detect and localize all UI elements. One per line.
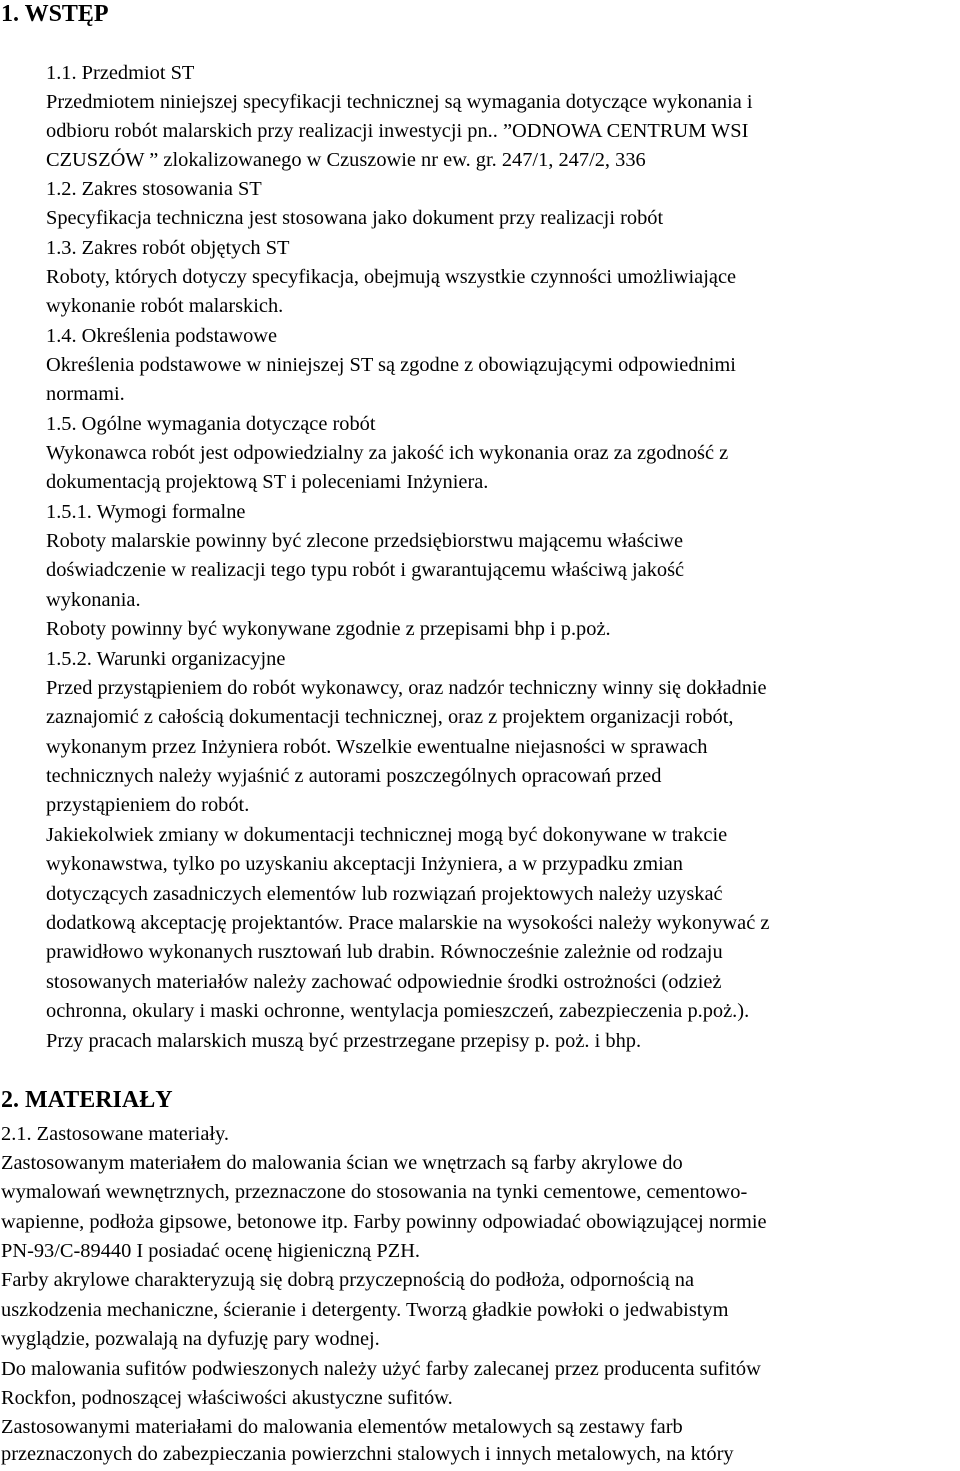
paragraph-line: Przedmiotem niniejszej specyfikacji technicznej są wymagania dotyczące wykonania i	[46, 91, 753, 113]
paragraph-line: Przed przystąpieniem do robót wykonawcy, oraz nadzór techniczny winny się dokładnie	[46, 677, 767, 699]
subsection-title-1-5-2: 1.5.2. Warunki organizacyjne	[46, 648, 286, 670]
paragraph-line: odbioru robót malarskich przy realizacji inwestycji pn.. ”ODNOWA CENTRUM WSI	[46, 120, 749, 142]
paragraph-line: CZUSZÓW ” zlokalizowanego w Czuszowie nr ew. gr. 247/1, 247/2, 336	[46, 149, 646, 171]
paragraph-line: Roboty malarskie powinny być zlecone przedsiębiorstwu mającemu właściwe	[46, 530, 684, 552]
paragraph-line: Przy pracach malarskich muszą być przestrzegane przepisy p. poż. i bhp.	[46, 1030, 642, 1052]
paragraph-line: Określenia podstawowe w niniejszej ST są zgodne z obowiązującymi odpowiednimi	[46, 354, 736, 376]
section-heading-1: 1. WSTĘP	[1, 1, 109, 27]
paragraph-line: prawidłowo wykonanych rusztowań lub drabin. Równocześnie zależnie od rodzaju	[46, 941, 723, 963]
paragraph-line: ochronna, okulary i maski ochronne, wentylacja pomieszczeń, zabezpieczenia p.poż.).	[46, 1000, 750, 1022]
paragraph-line: technicznych należy wyjaśnić z autorami poszczególnych opracowań przed	[46, 765, 662, 787]
paragraph-line: Wykonawca robót jest odpowiedzialny za jakość ich wykonania oraz za zgodność z	[46, 442, 729, 464]
subsection-title-1-4: 1.4. Określenia podstawowe	[46, 325, 278, 347]
subsection-title-1-5-1: 1.5.1. Wymogi formalne	[46, 501, 246, 523]
paragraph-line: stosowanych materiałów należy zachować odpowiednie środki ostrożności (odzież	[46, 971, 722, 993]
paragraph-line: doświadczenie w realizacji tego typu robót i gwarantującemu właściwą jakość	[46, 559, 685, 581]
subsection-title-2-1: 2.1. Zastosowane materiały.	[1, 1123, 230, 1145]
paragraph-line: Rockfon, podnoszącej właściwości akustyczne sufitów.	[1, 1387, 453, 1409]
subsection-title-1-5: 1.5. Ogólne wymagania dotyczące robót	[46, 413, 376, 435]
paragraph-line: Roboty powinny być wykonywane zgodnie z przepisami bhp i p.poż.	[46, 618, 611, 640]
paragraph-line: Farby akrylowe charakteryzują się dobrą przyczepnością do podłoża, odpornością na	[1, 1269, 695, 1291]
paragraph-line: Do malowania sufitów podwieszonych należy użyć farby zalecanej przez producenta sufitów	[1, 1358, 761, 1380]
paragraph-line: wapienne, podłoża gipsowe, betonowe itp. Farby powinny odpowiadać obowiązującej normie	[1, 1211, 767, 1233]
section-heading-2: 2. MATERIAŁY	[1, 1087, 173, 1113]
paragraph-line: zaznajomić z całością dokumentacji technicznej, oraz z projektem organizacji robót,	[46, 706, 734, 728]
paragraph-line: wykonawstwa, tylko po uzyskaniu akceptacji Inżyniera, a w przypadku zmian	[46, 853, 683, 875]
subsection-title-1-1: 1.1. Przedmiot ST	[46, 62, 195, 84]
paragraph-line: dotyczących zasadniczych elementów lub rozwiązań projektowych należy uzyskać	[46, 883, 723, 905]
paragraph-line: wykonanie robót malarskich.	[46, 295, 284, 317]
paragraph-line: uszkodzenia mechaniczne, ścieranie i detergenty. Tworzą gładkie powłoki o jedwabistym	[1, 1299, 729, 1321]
paragraph-line: Zastosowanymi materiałami do malowania elementów metalowych są zestawy farb	[1, 1416, 683, 1438]
paragraph-line: Specyfikacja techniczna jest stosowana jako dokument przy realizacji robót	[46, 207, 664, 229]
paragraph-line: przystąpieniem do robót.	[46, 794, 250, 816]
paragraph-line: Jakiekolwiek zmiany w dokumentacji technicznej mogą być dokonywane w trakcie	[46, 824, 728, 846]
paragraph-line: dodatkową akceptację projektantów. Prace malarskie na wysokości należy wykonywać z	[46, 912, 770, 934]
paragraph-line: wyglądzie, pozwalają na dyfuzję pary wodnej.	[1, 1328, 380, 1350]
paragraph-line: dokumentacją projektową ST i poleceniami Inżyniera.	[46, 471, 489, 493]
paragraph-line: wykonania.	[46, 589, 141, 611]
paragraph-line: PN-93/C-89440 I posiadać ocenę higieniczną PZH.	[1, 1240, 421, 1262]
paragraph-line: wymalowań wewnętrznych, przeznaczone do stosowania na tynki cementowe, cementowo-	[1, 1181, 748, 1203]
paragraph-line: przeznaczonych do zabezpieczania powierzchni stalowych i innych metalowych, na który	[1, 1443, 734, 1465]
subsection-title-1-3: 1.3. Zakres robót objętych ST	[46, 237, 290, 259]
paragraph-line: Roboty, których dotyczy specyfikacja, obejmują wszystkie czynności umożliwiające	[46, 266, 737, 288]
subsection-title-1-2: 1.2. Zakres stosowania ST	[46, 178, 262, 200]
paragraph-line: Zastosowanym materiałem do malowania ścian we wnętrzach są farby akrylowe do	[1, 1152, 683, 1174]
paragraph-line: wykonanym przez Inżyniera robót. Wszelkie ewentualne niejasności w sprawach	[46, 736, 708, 758]
paragraph-line: normami.	[46, 383, 125, 405]
